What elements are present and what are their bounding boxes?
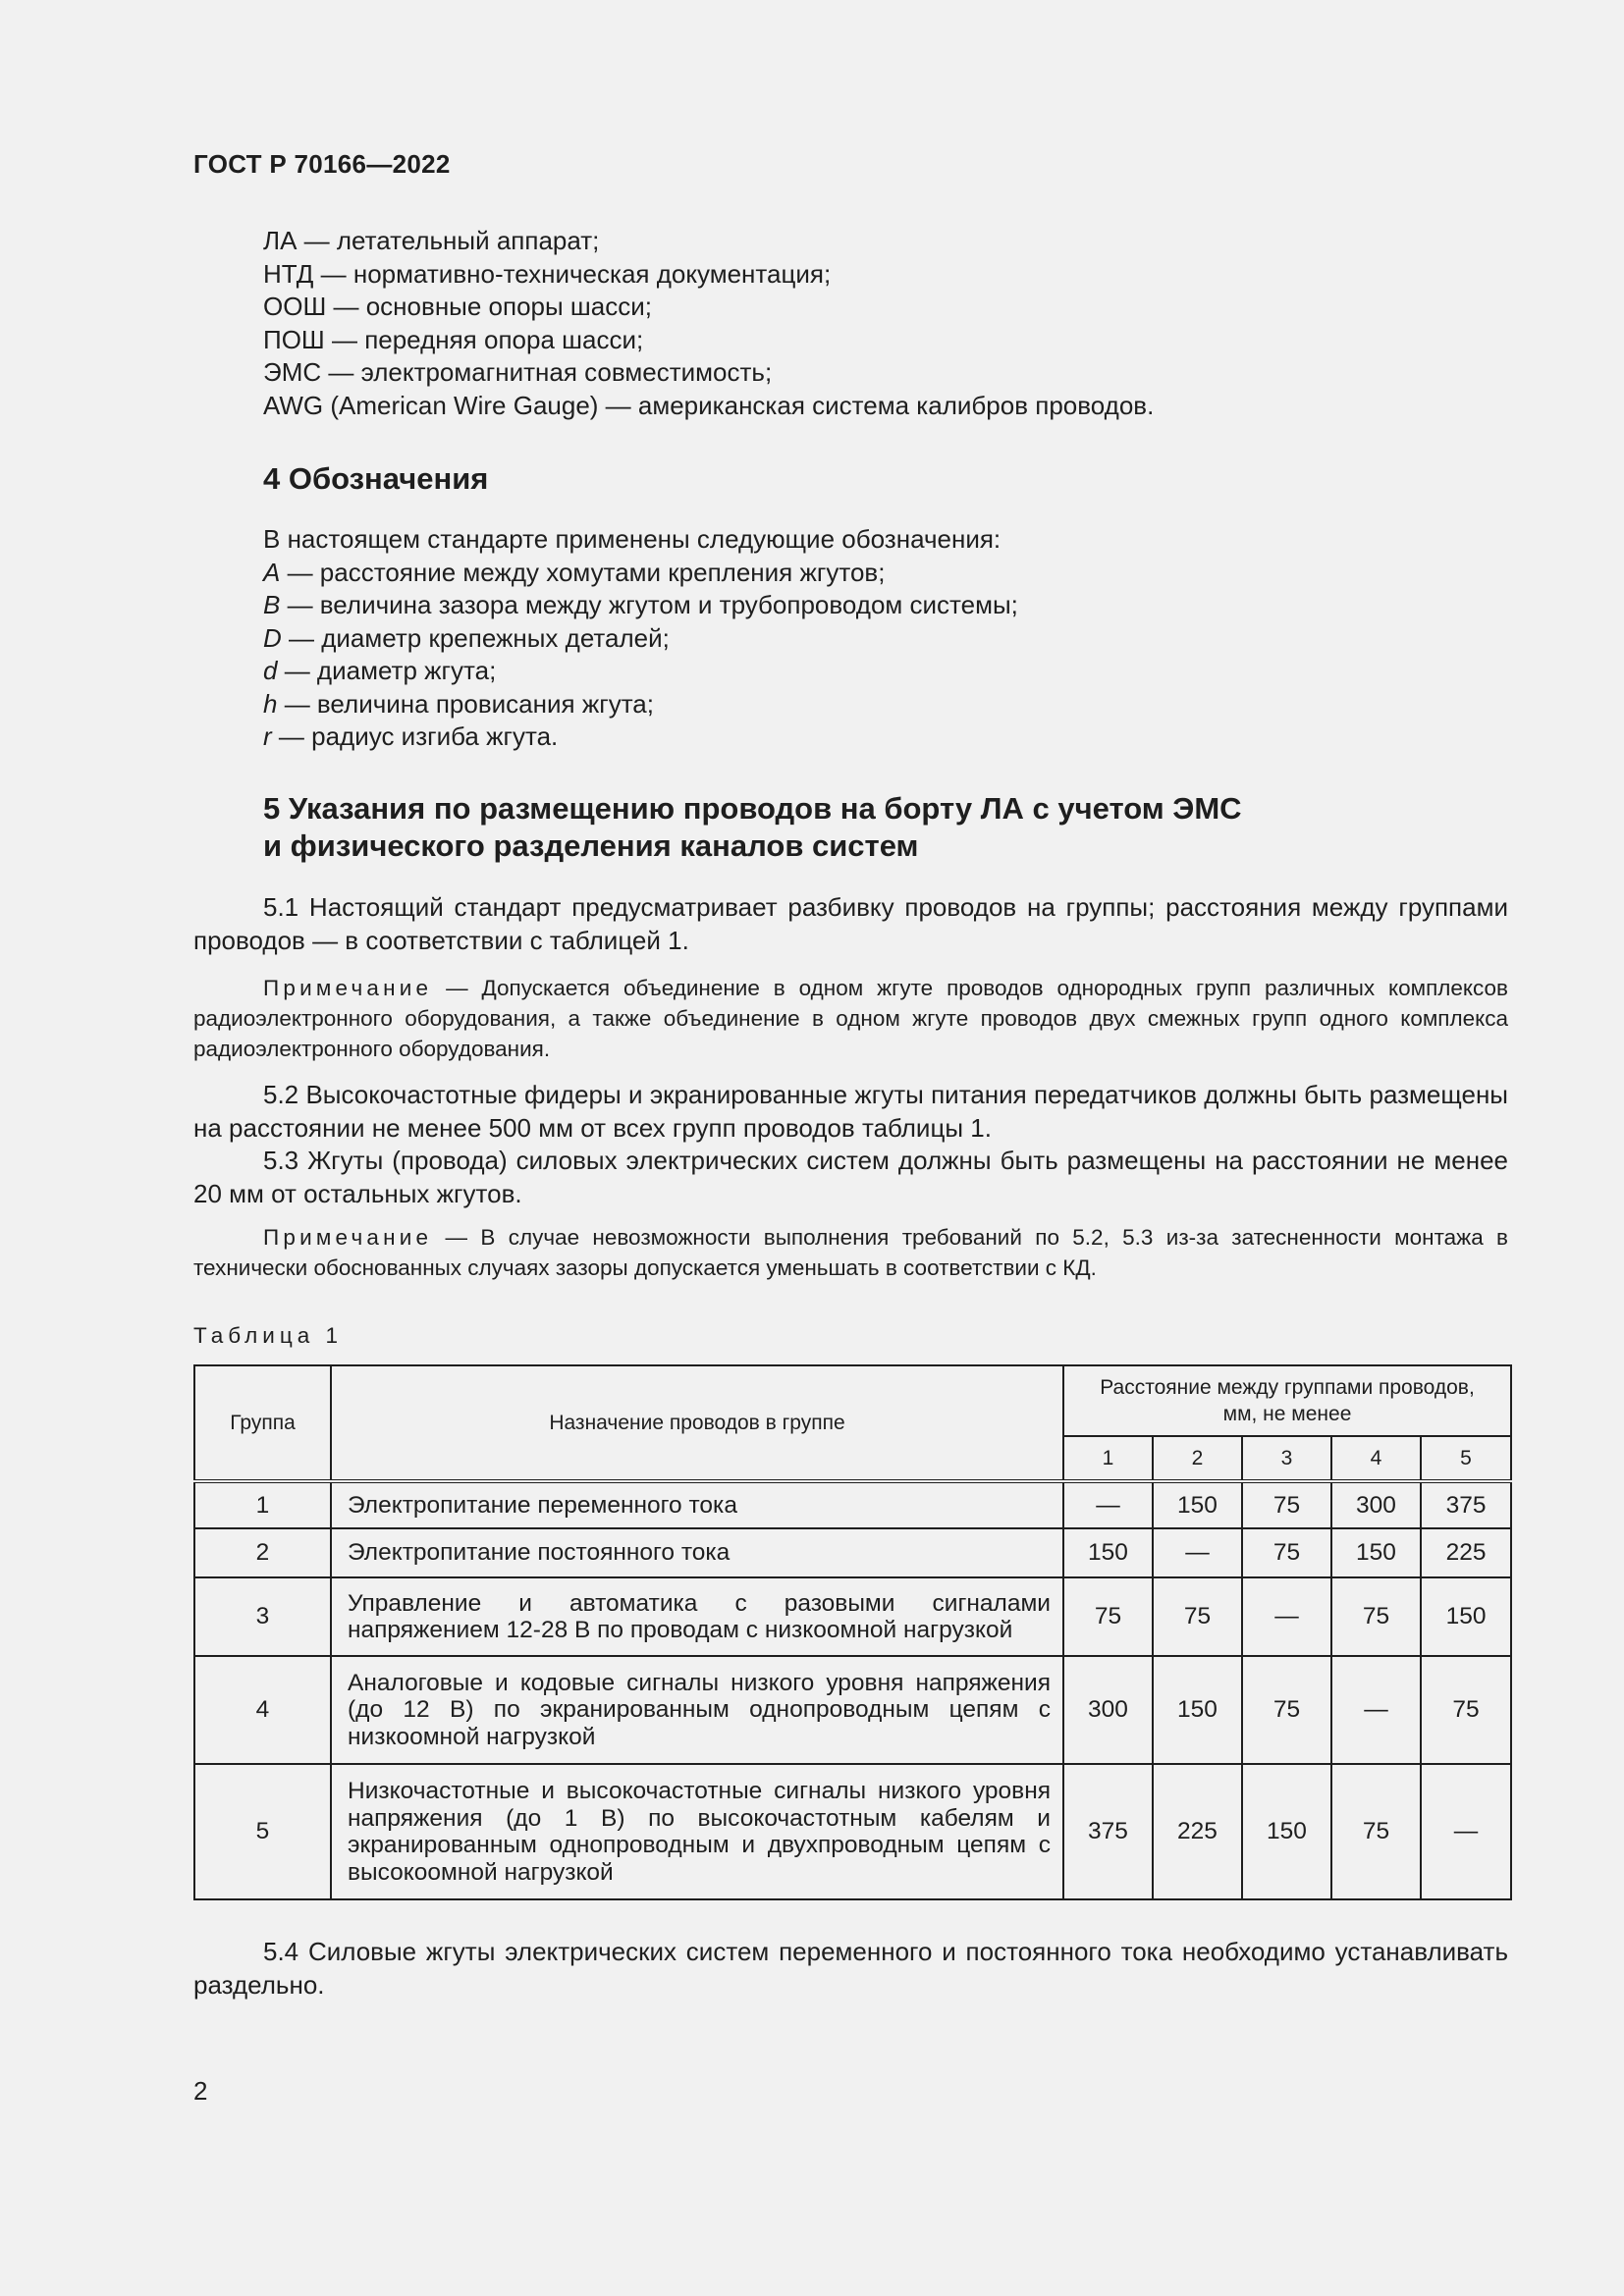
cell-value: 150 xyxy=(1153,1481,1242,1528)
cell-value: 300 xyxy=(1063,1656,1153,1764)
symbol: A xyxy=(263,557,281,587)
table-row xyxy=(194,1528,1511,1577)
symbols-intro: В настоящем стандарте применены следующие обозначения: xyxy=(263,524,1001,554)
note-text: — В случае невозможности выполнения требований по 5.2, 5.3 из-за затесненности монтажа в технически обоснованных случаях зазоры допускается уменьшать в соответствии с КД. xyxy=(193,1225,1508,1280)
section-4-heading: 4 Обозначения xyxy=(263,461,489,496)
symbol-item xyxy=(263,655,1510,688)
cell-value: 75 xyxy=(1421,1656,1511,1764)
symbol: d xyxy=(263,656,278,685)
abbreviation-item: ООШ — основные опоры шасси; xyxy=(263,292,652,321)
table-row xyxy=(194,1577,1511,1656)
cell-value: 75 xyxy=(1242,1656,1331,1764)
symbol-item xyxy=(263,688,1510,721)
cell-purpose: Управление и автоматика с разовыми сигналами напряжением 12-28 В по проводам с низкоомной нагрузкой xyxy=(331,1577,1063,1656)
cell-value: 75 xyxy=(1063,1577,1153,1656)
table-row xyxy=(194,1656,1511,1764)
subheader-col: 1 xyxy=(1063,1436,1153,1481)
cell-value: — xyxy=(1242,1577,1331,1656)
symbol-definition: — радиус изгиба жгута. xyxy=(271,721,559,751)
cell-value: 75 xyxy=(1242,1481,1331,1528)
symbol-definition: — расстояние между хомутами крепления жгутов; xyxy=(280,557,886,587)
cell-value: 225 xyxy=(1153,1764,1242,1899)
page-number: 2 xyxy=(193,2076,208,2106)
cell-value: 75 xyxy=(1331,1577,1421,1656)
subheader-col: 3 xyxy=(1242,1436,1331,1481)
section-5-heading-line: и физического разделения каналов систем xyxy=(263,828,919,863)
cell-value: 375 xyxy=(1421,1481,1511,1528)
abbreviation-item: ПОШ — передняя опора шасси; xyxy=(263,324,644,354)
cell-value: 75 xyxy=(1331,1764,1421,1899)
cell-value: 150 xyxy=(1331,1528,1421,1577)
subheader-col: 5 xyxy=(1421,1436,1511,1481)
cell-purpose: Электропитание переменного тока xyxy=(331,1481,1063,1528)
cell-value: 150 xyxy=(1153,1656,1242,1764)
symbol: r xyxy=(263,721,272,751)
abbreviation-item: НТД — нормативно-техническая документация; xyxy=(263,258,832,289)
header-distance-line: Расстояние между группами проводов, xyxy=(1100,1376,1475,1399)
cell-value: — xyxy=(1063,1481,1153,1528)
paragraph-5-1: 5.1 Настоящий стандарт предусматривает разбивку проводов на группы; расстояния между группами проводов — в соответствии с таблицей 1. xyxy=(193,892,1508,955)
subheader-col: 4 xyxy=(1331,1436,1421,1481)
cell-value: 150 xyxy=(1063,1528,1153,1577)
cell-group: 2 xyxy=(194,1528,331,1577)
symbol-item xyxy=(263,557,1510,590)
paragraph-5-2: 5.2 Высокочастотные фидеры и экранированные жгуты питания передатчиков должны быть размещены на расстоянии не менее 500 мм от всех групп проводов таблицы 1. xyxy=(193,1080,1508,1143)
cell-purpose: Электропитание постоянного тока xyxy=(331,1528,1063,1577)
cell-value: 300 xyxy=(1331,1481,1421,1528)
cell-value: — xyxy=(1421,1764,1511,1899)
symbol: D xyxy=(263,622,282,653)
note-lead: Примечание xyxy=(263,1225,433,1250)
cell-purpose: Низкочастотные и высокочастотные сигналы низкого уровня напряжения (до 1 В) по высокочастотным кабелям и экранированным однопроводным и двухпроводным цепям с высокоомной нагрузкой xyxy=(331,1764,1063,1899)
symbol-item xyxy=(263,622,1510,656)
paragraph-5-3: 5.3 Жгуты (провода) силовых электрических систем должны быть размещены на расстоянии не менее 20 мм от остальных жгутов. xyxy=(193,1146,1508,1208)
header-distance-line: мм, не менее xyxy=(1222,1403,1352,1425)
cell-value: 75 xyxy=(1153,1577,1242,1656)
symbols-list xyxy=(263,523,1510,754)
cell-value: 150 xyxy=(1421,1577,1511,1656)
note-1 xyxy=(193,973,1508,1064)
table-row xyxy=(194,1481,1511,1528)
cell-group: 1 xyxy=(194,1481,331,1528)
note-lead: Примечание xyxy=(263,976,433,1000)
cell-value: — xyxy=(1331,1656,1421,1764)
symbol-definition: — величина провисания жгута; xyxy=(277,688,654,719)
paragraph-5-4: 5.4 Силовые жгуты электрических систем переменного и постоянного тока необходимо устанавливать раздельно. xyxy=(193,1937,1508,2000)
symbol-definition: — диаметр крепежных деталей; xyxy=(281,622,670,653)
section-5-heading xyxy=(263,790,1510,865)
symbol: h xyxy=(263,688,278,719)
header-distance xyxy=(1063,1365,1511,1436)
abbreviation-item: ЛА — летательный аппарат; xyxy=(263,226,600,255)
cell-value: 375 xyxy=(1063,1764,1153,1899)
cell-value: 75 xyxy=(1242,1528,1331,1577)
document-header: ГОСТ Р 70166—2022 xyxy=(193,149,451,179)
cell-value: — xyxy=(1153,1528,1242,1577)
cell-group: 3 xyxy=(194,1577,331,1656)
note-2 xyxy=(193,1222,1508,1283)
abbreviation-item: AWG (American Wire Gauge) — американская система калибров проводов. xyxy=(263,390,1155,420)
cell-value: 150 xyxy=(1242,1764,1331,1899)
section-5-heading-line: 5 Указания по размещению проводов на борту ЛА с учетом ЭМС xyxy=(263,791,1242,826)
symbol-item xyxy=(263,589,1510,622)
abbreviation-item: ЭМС — электромагнитная совместимость; xyxy=(263,357,773,387)
symbol-definition: — величина зазора между жгутом и трубопроводом системы; xyxy=(280,590,1018,619)
header-purpose: Назначение проводов в группе xyxy=(331,1365,1063,1481)
symbol-item xyxy=(263,721,1510,754)
cell-value: 225 xyxy=(1421,1528,1511,1577)
cell-group: 4 xyxy=(194,1656,331,1764)
table-row xyxy=(194,1764,1511,1899)
symbol-definition: — диаметр жгута; xyxy=(277,656,497,685)
note-text: — Допускается объединение в одном жгуте проводов однородных групп различных комплексов радиоэлектронного оборудования, а также объединение в одном жгуте проводов двух смежных групп одного комплекса радиоэлектронного оборудования. xyxy=(193,976,1508,1061)
abbreviations-list xyxy=(263,225,1510,422)
subheader-col: 2 xyxy=(1153,1436,1242,1481)
cell-group: 5 xyxy=(194,1764,331,1899)
cell-purpose: Аналоговые и кодовые сигналы низкого уровня напряжения (до 12 В) по экранированным однопроводным цепям с низкоомной нагрузкой xyxy=(331,1656,1063,1764)
distance-table xyxy=(193,1364,1512,1900)
header-group: Группа xyxy=(194,1365,331,1481)
symbol: B xyxy=(263,590,281,619)
table-caption: Таблица 1 xyxy=(193,1323,343,1348)
